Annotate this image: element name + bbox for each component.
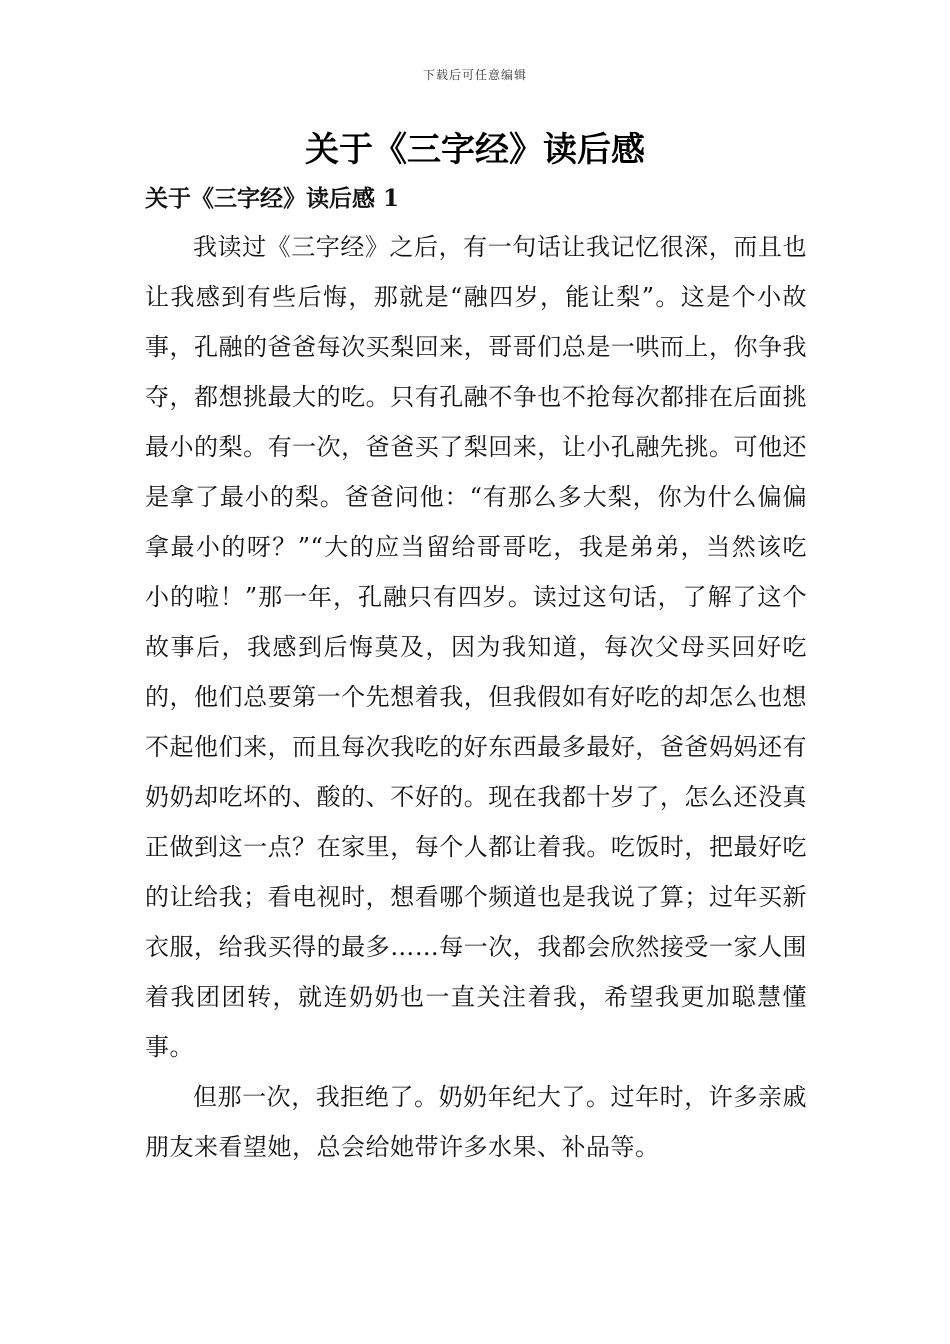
header-note: 下载后可任意编辑 xyxy=(422,68,527,82)
document-body xyxy=(145,222,807,1172)
document-title: 关于《三字经》读后感 xyxy=(305,130,645,170)
body-paragraph: 但那一次，我拒绝了。奶奶年纪大了。过年时，许多亲戚朋友来看望她，总会给她带许多水果、补品等。 xyxy=(145,1083,807,1161)
body-paragraph: 我读过《三字经》之后，有一句话让我记忆很深，而且也让我感到有些后悔，那就是“融四岁，能让梨”。这是个小故事，孔融的爸爸每次买梨回来，哥哥们总是一哄而上，你争我夺，都想挑最大的吃。只有孔融不争也不抢每次都排在后面挑最小的梨。有一次，爸爸买了梨回来，让小孔融先挑。可他还是拿了最小的梨。爸爸问他：“有那么多大梨，你为什么偏偏拿最小的呀？”“大的应当留给哥哥吃，我是弟弟，当然该吃小的啦！”那一年，孔融只有四岁。读过这句话，了解了这个故事后，我感到后悔莫及，因为我知道，每次父母买回好吃的，他们总要第一个先想着我，但我假如有好吃的却怎么也想不起他们来，而且每次我吃的好东西最多最好，爸爸妈妈还有奶奶却吃坏的、酸的、不好的。现在我都十岁了，怎么还没真正做到这一点？在家里，每个人都让着我。吃饭时，把最好吃的让给我；看电视时，想看哪个频道也是我说了算；过年买新衣服，给我买得的最多……每一次，我都会欣然接受一家人围着我团团转，就连奶奶也一直关注着我，希望我更加聪慧懂事。 xyxy=(145,233,807,1061)
section-heading: 关于《三字经》读后感 1 xyxy=(145,185,400,212)
